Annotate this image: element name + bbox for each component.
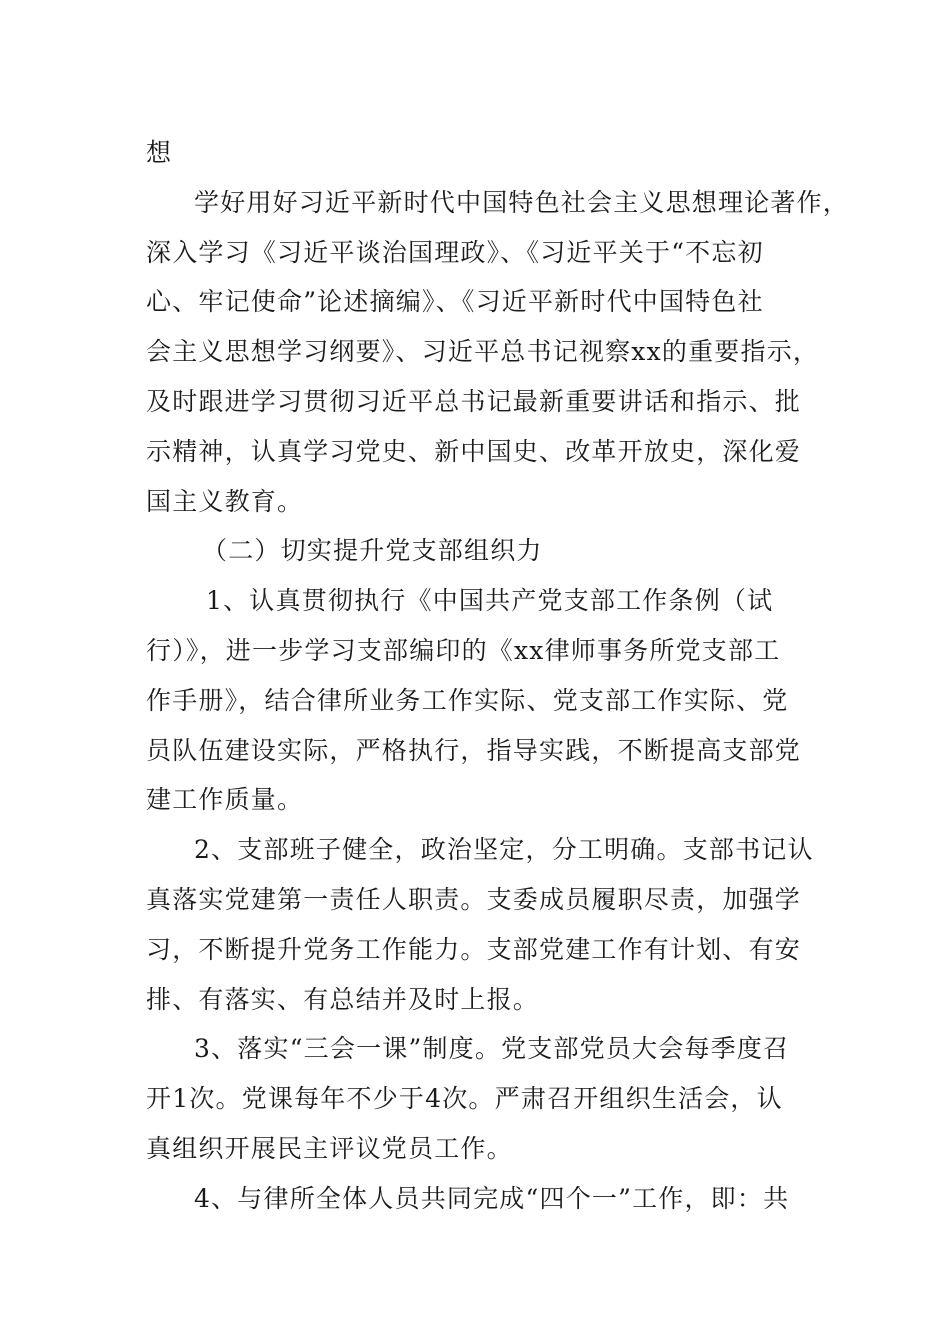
text-line: 习，不断提升党务工作能力。支部党建工作有计划、有安 (146, 934, 802, 964)
text-line: 国主义教育。 (146, 486, 304, 516)
text-line: 真组织开展民主评议党员工作。 (146, 1133, 513, 1163)
text-line: 会主义思想学习纲要》、习近平总书记视察xx的重要指示， (146, 337, 820, 367)
text-line: 行）》，进一步学习支部编印的《xx律师事务所党支部工 (146, 635, 781, 665)
text-line: 心、牢记使命”论述摘编》、《习近平新时代中国特色社 (146, 287, 764, 317)
text-line: 开1次。党课每年不少于4次。严肃召开组织生活会，认 (146, 1084, 783, 1114)
paragraph-first-line: 2、支部班子健全，政治坚定，分工明确。支部书记认 (194, 835, 814, 865)
paragraph-first-line: 学好用好习近平新时代中国特色社会主义思想理论著作， (194, 187, 850, 217)
text-line: 想 (146, 138, 173, 167)
text-line: 真落实党建第一责任人职责。支委成员履职尽责，加强学 (146, 884, 802, 914)
text-line: 建工作质量。 (146, 785, 304, 815)
text-line: 员队伍建设实际，严格执行，指导实践，不断提高支部党 (146, 735, 802, 765)
document-page (146, 128, 850, 1224)
text-line: 作手册》，结合律所业务工作实际、党支部工作实际、党 (146, 685, 789, 715)
text-line: 深入学习《习近平谈治国理政》、《习近平关于“不忘初 (146, 237, 764, 267)
text-line: 示精神，认真学习党史、新中国史、改革开放史，深化爱 (146, 436, 802, 466)
section-heading: （二）切实提升党支部组织力 (202, 536, 543, 566)
text-line: 排、有落实、有总结并及时上报。 (146, 984, 540, 1014)
paragraph-first-line: 4、与律所全体人员共同完成“四个一”工作，即：共 (194, 1183, 790, 1213)
paragraph-first-line: 1、认真贯彻执行《中国共产党支部工作条例（试 (206, 586, 774, 616)
text-line: 及时跟进学习贯彻习近平总书记最新重要讲话和指示、批 (146, 386, 802, 416)
paragraph-first-line: 3、落实“三会一课”制度。党支部党员大会每季度召 (194, 1034, 790, 1064)
